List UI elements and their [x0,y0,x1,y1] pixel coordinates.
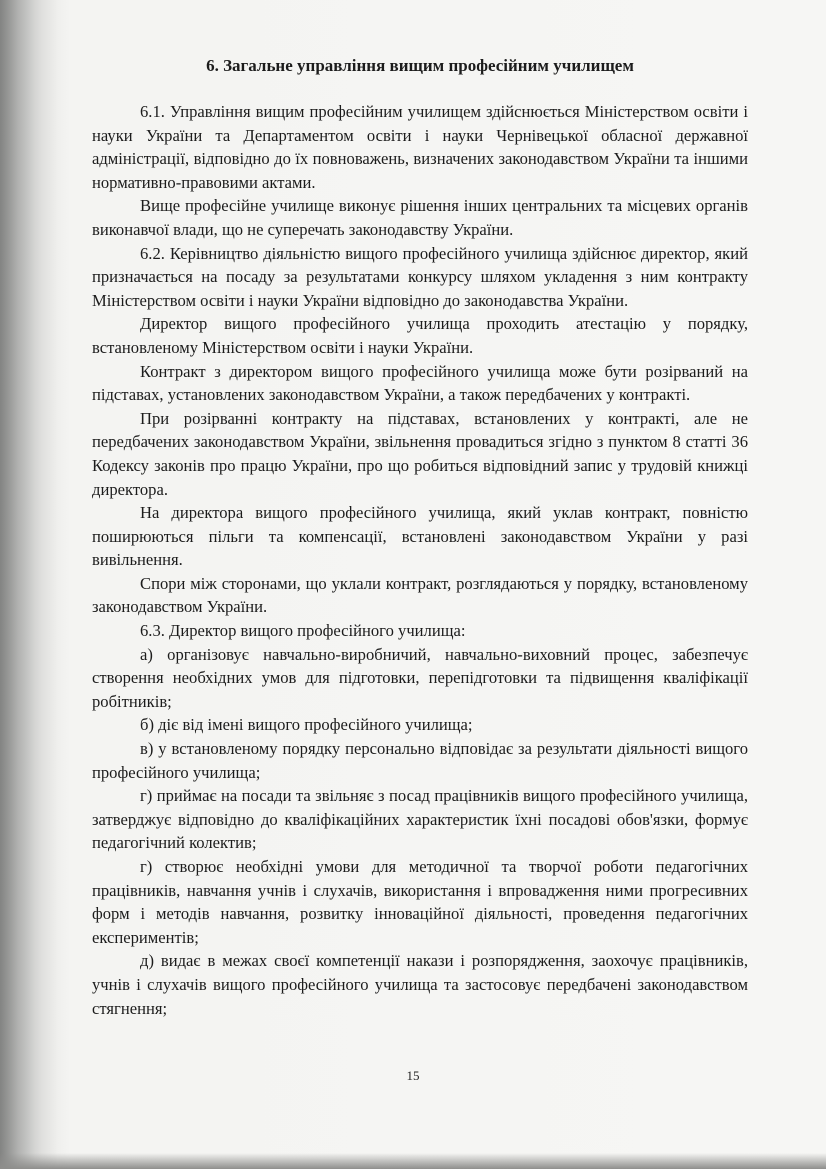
section-title: 6. Загальне управління вищим професійним училищем [206,56,634,75]
list-item-d: д) видає в межах своєї компетенції накази і розпорядження, заохочує працівників, учнів і слухачів вищого професійного училища та застосовує передбачені законодавством стягнення; [92,951,748,1018]
paragraph-director-attestation: Директор вищого професійного училища проходить атестацію у порядку, встановленому Міністерством освіти і науки України. [92,314,748,357]
page-number: 15 [406,1068,420,1083]
list-item-v: в) у встановленому порядку персонально відповідає за результати діяльності вищого професійного училища; [92,739,748,782]
paragraph-6-3: 6.3. Директор вищого професійного училища: [140,621,466,641]
list-item-a: а) організовує навчально-виробничий, навчально-виховний процес, забезпечує створення необхідних умов для підготовки, перепідготовки та підвищення кваліфікації робітників; [92,644,748,711]
paragraph-executes-decisions: Вище професійне училище виконує рішення інших центральних та місцевих органів виконавчої влади, що не суперечать законодавству України. [92,196,748,239]
paragraph-director-benefits: На директора вищого професійного училища, який уклав контракт, повністю поширюються пільги та компенсації, встановлені законодавством України у разі вивільнення. [92,503,748,570]
document-body [92,55,748,1020]
binding-shadow [0,0,58,1169]
paragraph-contract-termination: Контракт з директором вищого професійного училища може бути розірваний на підставах, установлених законодавством України, а також передбачених у контракті. [92,361,748,405]
list-item-g2: г) створює необхідні умови для методичної та творчої роботи педагогічних працівників, навчання учнів і слухачів, використання і впровадження ними прогресивних форм і методів навчання, розвитку інноваційної діяльності, проведення педагогічних експериментів; [92,857,748,947]
list-item-g: г) приймає на посади та звільняє з посад працівників вищого професійного училища, затверджує відповідно до кваліфікаційних характеристик їхні посадові обов'язки, формує педагогічний колектив; [92,786,748,853]
bottom-edge-shadow [0,1153,826,1169]
paragraph-6-2: 6.2. Керівництво діяльністю вищого професійного училища здійснює директор, який призначається на посаду за результатами конкурсу шляхом укладення з ним контракту Міністерством освіти і науки України відповідно до законодавства України. [92,243,748,310]
paragraph-contract-dismissal: При розірванні контракту на підставах, встановлених у контракті, але не передбачених законодавством України, звільнення провадиться згідно з пунктом 8 статті 36 Кодексу законів про працю України, про що робиться відповідний запис у трудовій книжці директора. [92,408,748,499]
paragraph-disputes: Спори між сторонами, що уклали контракт, розглядаються у порядку, встановленому законодавством України. [92,573,748,617]
paragraph-6-1: 6.1. Управління вищим професійним училищем здійснюється Міністерством освіти і науки України та Департаментом освіти і науки Чернівецької обласної державної адміністрації, відповідно до їх повноважень, визначених законодавством України та іншими нормативно-правовими актами. [92,102,748,192]
list-item-b: б) діє від імені вищого професійного училища; [140,715,473,735]
